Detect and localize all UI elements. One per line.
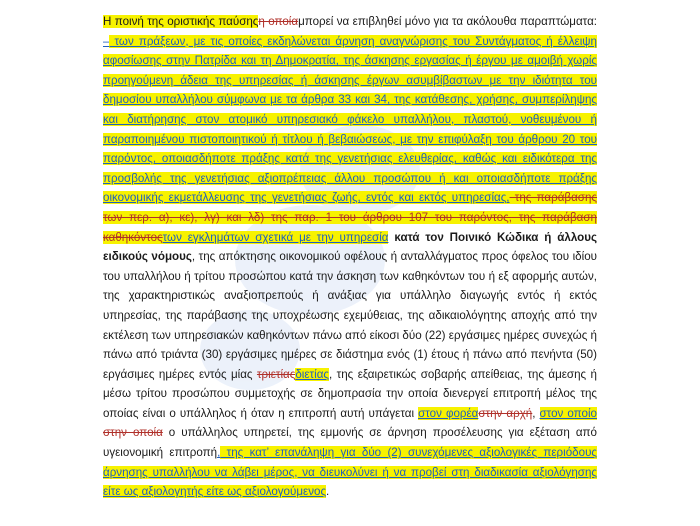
deleted-pronoun: η οποία — [258, 15, 299, 28]
inserted-dash: – — [103, 34, 110, 48]
crimes-link: των εγκλημάτων σχετικά με την υπηρεσία — [162, 230, 389, 244]
intro-text: μπορεί να επιβληθεί μόνο για τα ακόλουθα παραπτώματα: — [298, 15, 598, 28]
deleted-opoia: στην οποία — [103, 426, 163, 440]
document-page — [103, 12, 597, 502]
deleted-reference-1: της παράβασης των περ. α), κε), λγ) και λδ) της παρ. 1 του άρθρου 107 του παρόντος, — [103, 191, 597, 224]
deleted-reference-2: της παράβαση καθηκόντος — [103, 210, 597, 244]
inserted-comma: , — [217, 446, 221, 460]
body-text-2: , της εξαιρετικώς σοβαρής απείθειας, της άμεσης ή μέσω τρίτου προσώπου συμμετοχής σε δημοπρασία την οποία διενεργεί επιτροπή μέλος της οποίας είναι ο υπάλληλος ή όταν η επιτροπή αυτή υπάγεται — [103, 367, 598, 420]
final-period: . — [326, 485, 330, 499]
item-evaluation-refusal: της κατ’ επανάληψη για δύο (2) συνεχόμενες αξιολογικές περιόδους άρνησης υπαλλήλου να λάβει μέρος, να διευκολύνει ή να προβεί στη διαδικασία αξιολόγησης είτε ως αξιολογητής είτε ως αξιολογούμενος — [103, 446, 597, 499]
comma-space: , — [532, 406, 540, 420]
article-paragraph — [103, 12, 597, 502]
body-text-1: , της απόκτησης οικονομικού οφέλους ή ανταλλάγματος προς όφελος του ιδίου του υπαλλήλου ή τρίτου προσώπου κατά την άσκηση των καθηκόντων του ή εξ αφορμής αυτών, της χαρακτηριστικώς αναξιοπρεπούς ή ανάξιας για υπάλληλο διαγωγής εντός ή εκτός υπηρεσίας, της παράβασης της υποχρέωσης εχεμύθειας, της αδικαιολόγητης αποχής από την εκτέλεση των υπηρεσιακών καθηκόντων πάνω από είκοσι δύο (22) εργάσιμες ημέρες συνεχώς ή πάνω από τριάντα (30) εργάσιμες ημέρες σε διάστημα ενός (1) έτους ή πάνω από πενήντα (50) εργάσιμες ημέρες εντός μίας — [103, 250, 597, 381]
inserted-dietias: διετίας — [295, 367, 329, 381]
body-text-3: ο υπάλληλος υπηρετεί, της εμμονής σε άρνηση προσέλευσης για εξέταση από υγειονομική επιτροπή — [103, 426, 597, 460]
penal-code-text: κατά τον Ποινικό Κώδικα ή άλλους ειδικούς νόμους — [103, 230, 597, 264]
inserted-foreas: στον φορέα — [418, 406, 479, 420]
inserted-opoio: στον οποίο — [539, 406, 597, 420]
deleted-trietias: τριετίας — [256, 367, 296, 381]
deleted-arxh: στην αρχή — [478, 406, 533, 420]
article-title: Η ποινή της οριστικής παύσης — [103, 15, 259, 28]
item-constitution: των πράξεων, με τις οποίες εκδηλώνεται άρνηση αναγνώρισης του Συντάγματος ή έλλειψη αφοσίωσης στην Πατρίδα και τη Δημοκρατία, — [103, 34, 597, 68]
item-unauthorized-work: της άσκησης εργασίας ή έργου με αμοιβή χωρίς προηγούμενη άδεια της υπηρεσίας ή άσκησης έργων ασυμβίβαστων με την ιδιότητα του δημοσίου υπαλλήλου σύμφωνα με τα άρθρα 33 και 34, της κατάθεσης, χρήσης, συμπερίληψης και διατήρησης στον ατομικό υπηρεσιακό φάκελο υπαλλήλου, πλαστού, νοθευμένου ή παραποιημένου πιστοποιητικού ή τίτλου ή βεβαιώσεως, με την επιφύλαξη του άρθρου 20 του παρόντος, οποιασδήποτε πράξης κατά της γενετήσιας ελευθερίας, καθώς και ειδικότερα της προσβολής της γενετήσιας αξιοπρέπειας άλλου προσώπου ή και οποιασδήποτε πράξης οικονομικής εκμετάλλευσης της γενετήσιας ζωής, εντός και εκτός υπηρεσίας, — [103, 54, 597, 205]
